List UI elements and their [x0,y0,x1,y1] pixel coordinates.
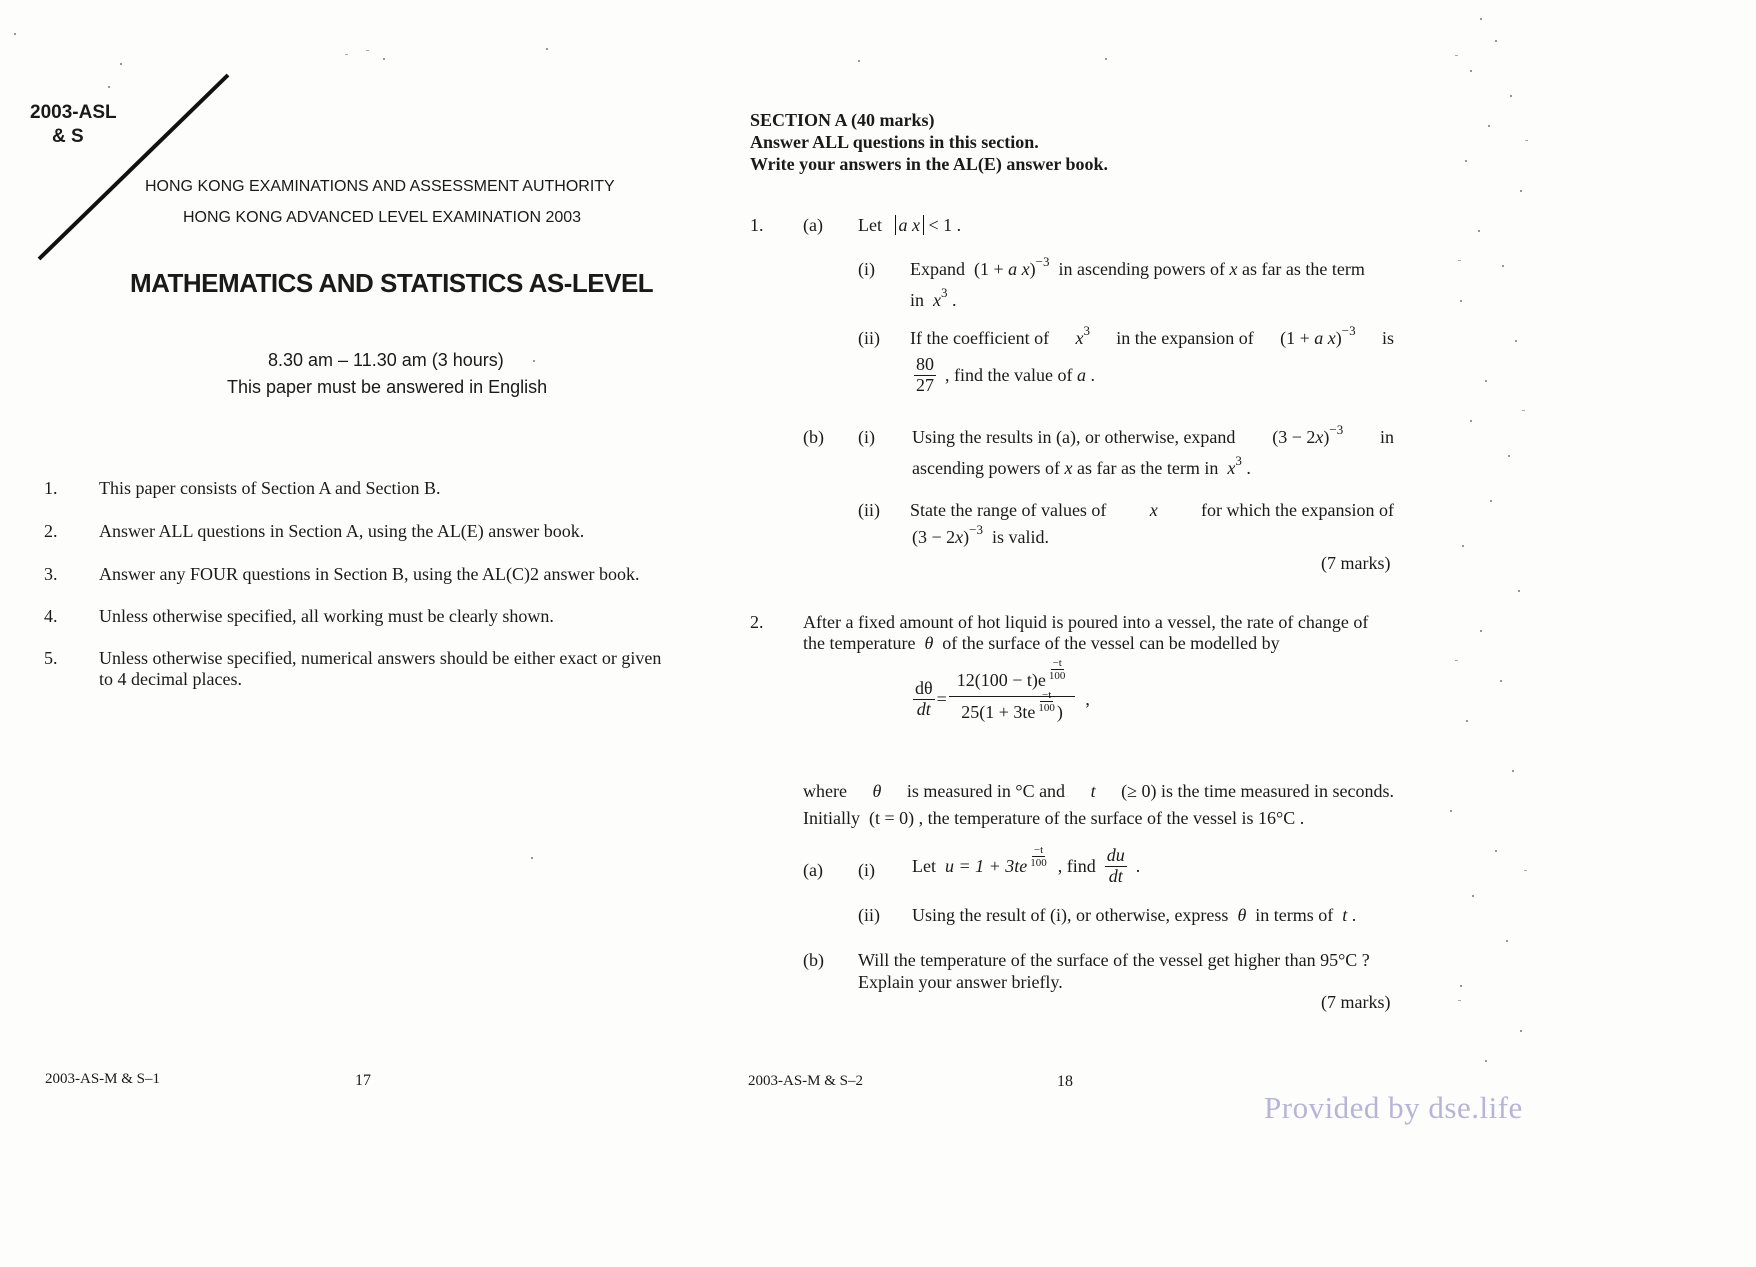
paper-code-line1: 2003-ASL [30,102,117,123]
q1b-label: (b) [803,427,824,447]
q1ai-label: (i) [858,259,875,279]
watermark: Provided by dse.life [1264,1090,1523,1125]
q2b-label: (b) [803,950,824,970]
q2aii-label: (ii) [858,905,880,925]
footer-code-right: 2003-AS-M & S–2 [748,1073,864,1089]
dtheta-dt: $\frac{d\theta}{dt}$ [915,678,933,720]
page-number-right: 18 [1057,1073,1073,1090]
section-answer-book: Write your answers in the AL(E) answer book. [750,154,1109,174]
q1-number: 1. [750,215,764,235]
q2aii-text: Using the result of (i), or otherwise, express θ in terms of t . [912,905,1357,925]
q1ai-text: Expand (1 + a x)$^{-3}$ in ascending powers of x as far as the term [910,254,1365,279]
q2-intro-line1: After a fixed amount of hot liquid is poured into a vessel, the rate of change of [803,612,1369,632]
q2-intro-line2: the temperature θ of the surface of the vessel can be modelled by [803,633,1280,653]
q1aii-text: If the coefficient of $x^3$ in the expansion of (1 + a x)$^{-3}$ is [910,323,1394,348]
q1a-text: Let a x < 1 . [858,215,962,235]
page-number-left: 17 [355,1072,371,1089]
q1bi-text-line2: ascending powers of x as far as the term in $x^3$ . [912,453,1251,478]
paper-code-line2: & S [52,126,84,147]
footer-code-left: 2003-AS-M & S–1 [45,1071,161,1087]
q2-number: 2. [750,612,764,632]
equation-rhs-fraction: 12(100 − t)e $\frac{-t}{100}$ 25(1 + 3te $\frac{-t}{100}$ ) [949,671,1076,728]
q1aii-text-line2: $\frac{80}{27}$ , find the value of a . [916,354,1095,395]
q2ai-label: (i) [858,860,875,880]
q2-differential-equation: $\frac{d\theta}{dt}$ = 12(100 − t)e $\frac{-t}{100}$ 25(1 + 3te $\frac{-t}{100}$ ) , [913,671,1090,728]
q1ai-text-line2: in $x^3$ . [910,285,957,310]
q1bi-label: (i) [858,427,875,447]
q2-initial-line: Initially (t = 0) , the temperature of the surface of the vessel is 16°C . [803,808,1305,828]
q2-where-line: where θ is measured in °C and t (≥ 0) is the time measured in seconds. [803,781,1394,801]
exponent-fraction: $\frac{-t}{100}$ [1030,843,1047,869]
exponent-fraction: $\frac{-t}{100}$ [1038,689,1055,715]
q1bii-text-line2: $(3 - 2x)^{-3}$ is valid. [912,522,1049,547]
exponent-fraction: $\frac{-t}{100}$ [1048,657,1066,683]
diagonal-slash-mark [30,70,240,270]
language-note: This paper must be answered in English [227,377,548,397]
section-title: SECTION A (40 marks) [750,110,935,130]
q1-marks: (7 marks) [1321,553,1391,573]
authority-name: HONG KONG EXAMINATIONS AND ASSESSMENT AUTHORITY [145,178,615,195]
section-header [750,109,1108,175]
du-dt: $\frac{du}{dt}$ [1106,845,1125,886]
q1bii-text: State the range of values of x for which the expansion of [910,500,1394,520]
q1a-label: (a) [803,215,823,235]
q1bi-text: Using the results in (a), or otherwise, expand $(3 - 2x)^{-3}$ in [912,422,1394,447]
fraction-80-27: $\frac{80}{27}$ [916,354,934,395]
exam-name: HONG KONG ADVANCED LEVEL EXAMINATION 2003 [183,209,582,226]
q1bii-label: (ii) [858,500,880,520]
exam-time: 8.30 am – 11.30 am (3 hours) [268,350,504,370]
abs-ax: a x [895,215,925,235]
q2b-text: Will the temperature of the surface of the vessel get higher than 95°C ? Explain your answer briefly. [858,950,1370,992]
q2-marks: (7 marks) [1321,992,1391,1012]
q2a-label: (a) [803,860,823,880]
section-instruction: Answer ALL questions in this section. [750,132,1039,152]
subject-title: MATHEMATICS AND STATISTICS AS-LEVEL [130,268,654,298]
q2ai-text: Let u = 1 + 3te $\frac{-t}{100}$ , find $\frac{du}{dt}$ . [912,843,1141,886]
q1aii-label: (ii) [858,328,880,348]
